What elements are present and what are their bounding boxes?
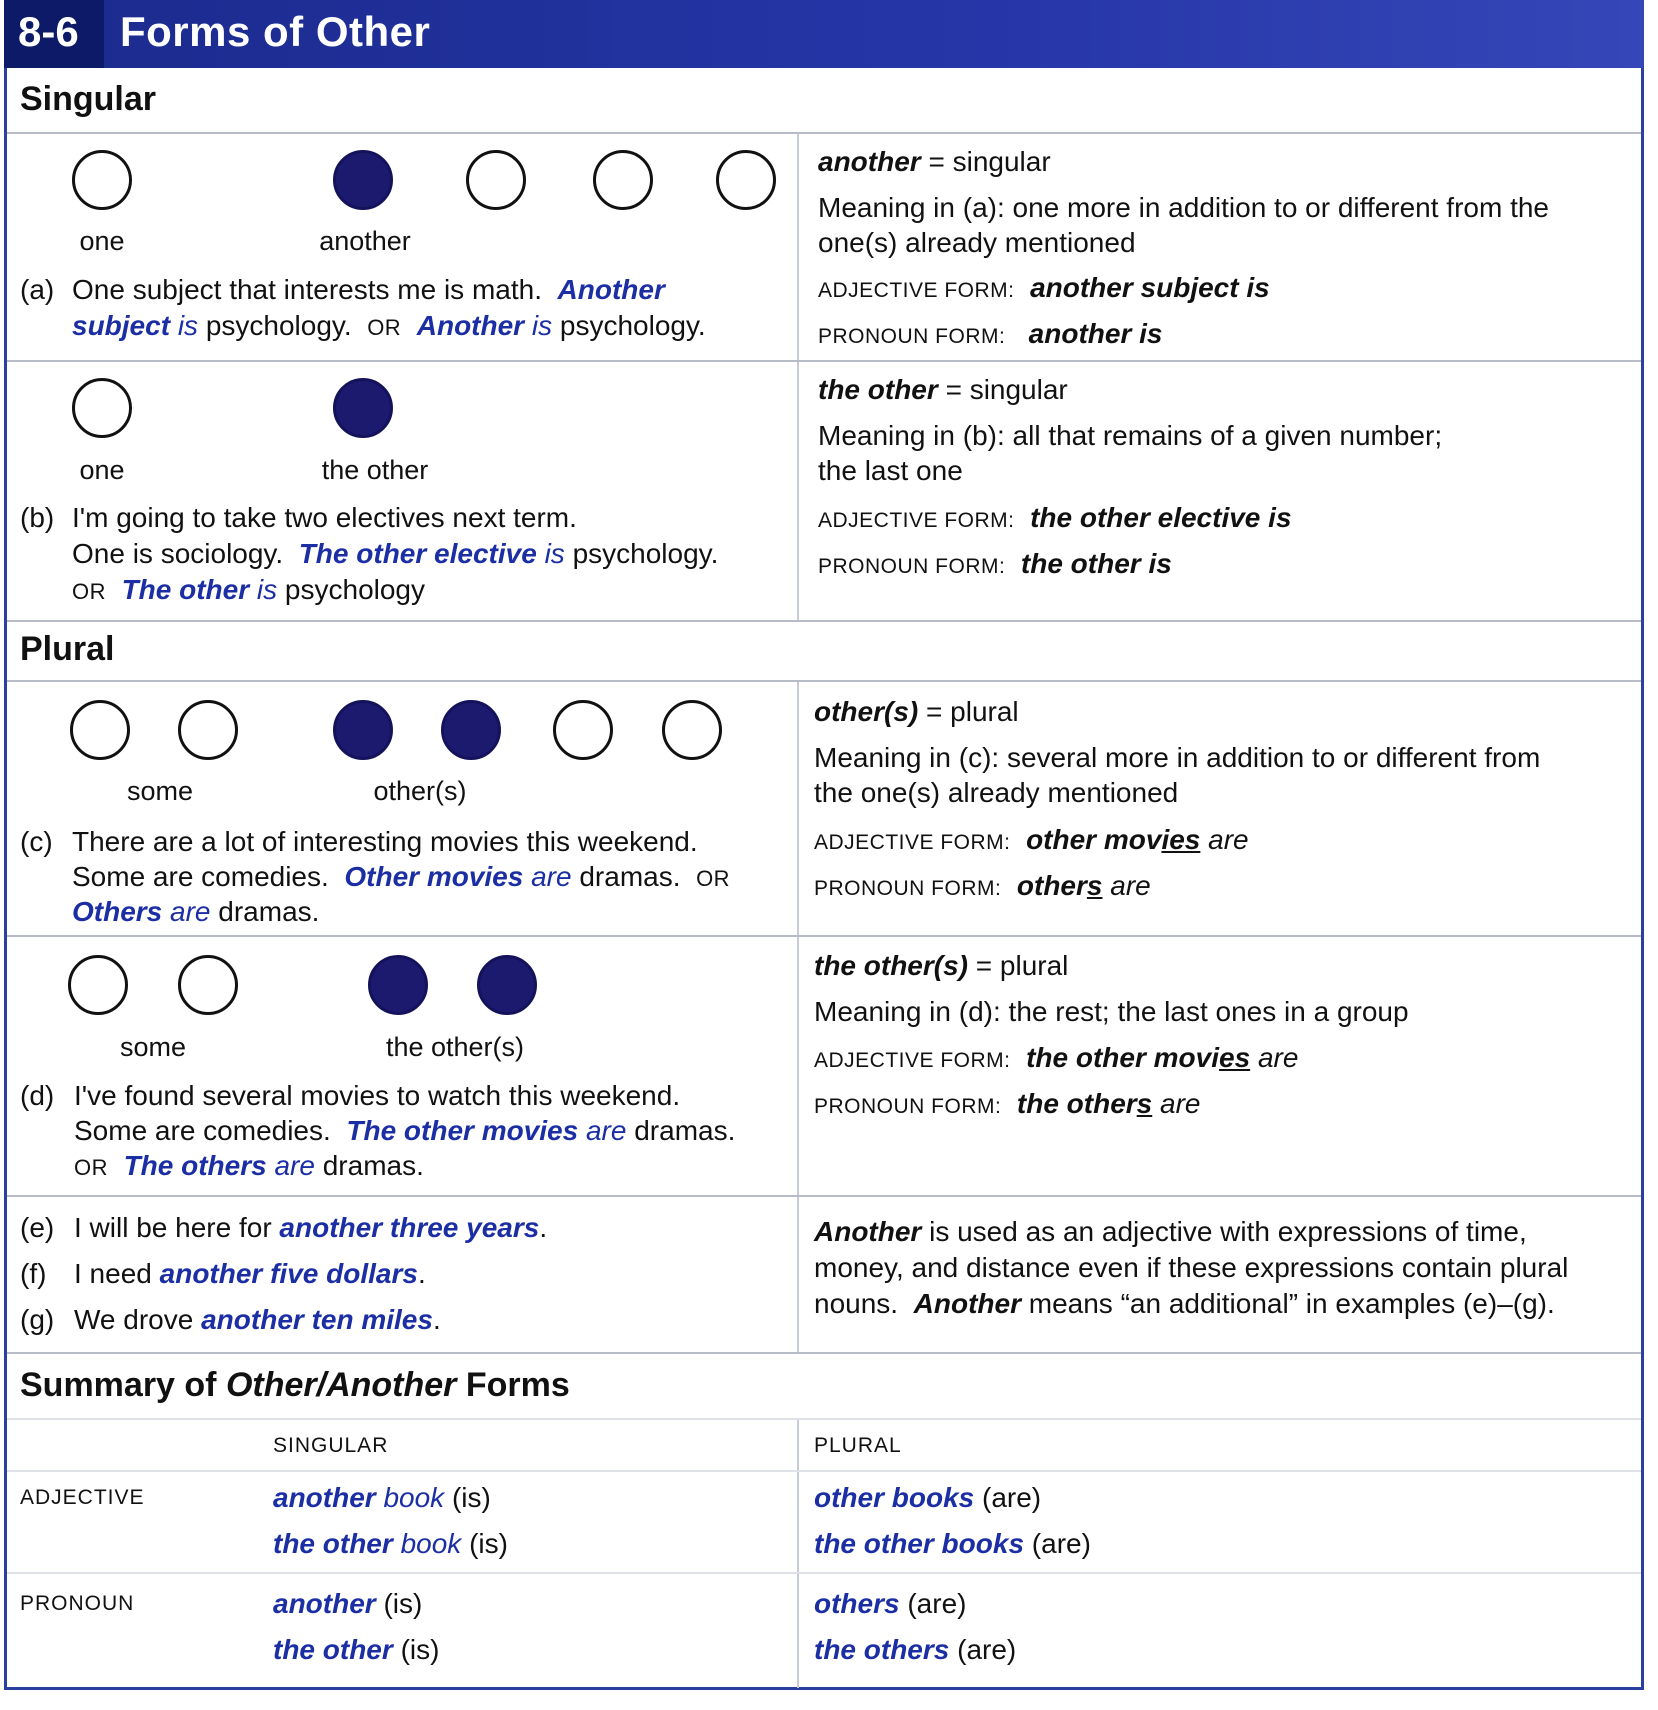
example-d-marker: (d) (20, 1080, 55, 1111)
label-some: some (119, 1032, 187, 1062)
divider (7, 935, 1641, 937)
divider (7, 132, 1641, 134)
label-the-others: the other(s) (385, 1032, 525, 1062)
circle-d-2 (178, 955, 238, 1015)
highlight: are (274, 1150, 315, 1181)
text: Some are comedies. (72, 861, 329, 892)
example-g-marker: (g) (20, 1304, 55, 1335)
circle-a-2 (333, 150, 393, 210)
section-number: 8-6 (18, 8, 79, 55)
text: Other/Another (225, 1366, 457, 1404)
highlight: the other (273, 1528, 393, 1559)
label: ADJECTIVE FORM: (818, 509, 1015, 532)
term: another (818, 146, 921, 177)
summary-row-pronoun: PRONOUN (20, 1592, 135, 1615)
highlight: other books (814, 1482, 975, 1513)
column-divider (797, 134, 799, 622)
highlight: another (273, 1482, 376, 1513)
divider (7, 1195, 1641, 1197)
text: (is) (469, 1528, 508, 1559)
rule-d-meaning: Meaning in (d): the rest; the last ones in a group (814, 996, 1409, 1027)
text: means “an additional” in examples (e)–(g). (1028, 1288, 1555, 1319)
example-e (74, 1210, 547, 1246)
circle-a-3 (466, 150, 526, 210)
value: the other is (1020, 548, 1172, 579)
divider (7, 680, 1641, 682)
highlight: are (531, 861, 572, 892)
highlight: is (544, 538, 565, 569)
highlight: another five dollars (159, 1258, 418, 1289)
summary-heading (20, 1366, 570, 1405)
example-f (74, 1256, 426, 1292)
highlight: others (814, 1588, 900, 1619)
rule-d-adjective (814, 1040, 1298, 1079)
example-c-line3 (72, 894, 319, 930)
example-g (74, 1302, 441, 1338)
text: . (432, 1304, 441, 1335)
value: are (1110, 870, 1151, 901)
summary-col-plural: PLURAL (814, 1434, 902, 1457)
or-word: OR (696, 866, 731, 891)
example-b-marker: (b) (20, 502, 55, 533)
circle-c-5 (553, 700, 613, 760)
text: dramas. (579, 861, 681, 892)
summary-col-singular: SINGULAR (273, 1434, 389, 1457)
text: dramas. (322, 1150, 424, 1181)
value: other mov (1026, 824, 1162, 855)
term: the other(s) (814, 950, 968, 981)
value-underlined: es (1219, 1042, 1251, 1073)
text: One subject that interests me is math. (72, 274, 542, 305)
value: the other (1016, 1088, 1137, 1119)
rule-d-term (814, 948, 1068, 984)
example-d-line1: I've found several movies to watch this weekend. (74, 1080, 681, 1111)
example-f-marker: (f) (20, 1258, 47, 1289)
text: is used as an adjective with expressions of time, (929, 1216, 1527, 1247)
value-underlined: s (1136, 1088, 1153, 1119)
highlight: subject (72, 310, 171, 341)
label-one: one (79, 226, 125, 256)
plural-heading: Plural (20, 630, 115, 668)
divider (7, 1470, 1641, 1472)
circle-b-1 (72, 378, 132, 438)
circle-d-3 (368, 955, 428, 1015)
label-others: other(s) (373, 776, 467, 806)
term: Another (814, 1216, 922, 1247)
text: (is) (400, 1634, 440, 1665)
summary-adj-singular-1 (273, 1480, 491, 1516)
highlight: are (170, 896, 211, 927)
example-a-line2 (72, 308, 706, 346)
rule-c-meaning-cont: the one(s) already mentioned (814, 777, 1179, 808)
text: = plural (926, 696, 1019, 727)
highlight: the others (814, 1634, 950, 1665)
rule-d-pronoun (814, 1086, 1201, 1125)
highlight: are (585, 1115, 627, 1146)
text: (is) (451, 1482, 491, 1513)
text: . (417, 1258, 426, 1289)
value: the other elective is (1030, 502, 1292, 533)
rule-b-adjective (818, 500, 1292, 539)
example-b-line2 (72, 536, 718, 572)
example-c-line2 (72, 859, 730, 897)
highlight: The others (123, 1150, 267, 1181)
value: the other movi (1026, 1042, 1219, 1073)
term: Another (913, 1288, 1021, 1319)
summary-pro-singular-1 (273, 1586, 422, 1622)
summary-adj-plural-1 (814, 1480, 1041, 1516)
label: PRONOUN FORM: (814, 877, 1002, 900)
highlight: The other elective (298, 538, 537, 569)
rule-c-pronoun (814, 868, 1151, 907)
text: (are) (982, 1482, 1042, 1513)
summary-pro-singular-2 (273, 1632, 439, 1668)
text: nouns. (814, 1288, 899, 1319)
label: ADJECTIVE FORM: (814, 1049, 1011, 1072)
value: another subject is (1030, 272, 1270, 303)
label-the-other: the other (321, 455, 429, 485)
column-divider (797, 682, 799, 1352)
text: Summary of (20, 1366, 217, 1404)
text: psychology (284, 574, 426, 605)
or-word: OR (72, 579, 106, 604)
highlight: Others (72, 896, 163, 927)
summary-pro-plural-1 (814, 1586, 966, 1622)
rule-b-meaning-cont: the last one (818, 455, 963, 486)
rule-c-term (814, 694, 1019, 730)
value: are (1257, 1042, 1299, 1073)
label: PRONOUN FORM: (814, 1095, 1002, 1118)
summary-adj-plural-2 (814, 1526, 1091, 1562)
highlight: the other books (814, 1528, 1025, 1559)
label-some: some (126, 776, 194, 806)
highlight: Another (416, 310, 525, 341)
rule-b-term (818, 372, 1068, 408)
rule-a-term (818, 144, 1051, 180)
highlight: is (531, 310, 553, 341)
circle-c-6 (662, 700, 722, 760)
highlight: another three years (279, 1212, 540, 1243)
example-a-line1 (72, 272, 665, 308)
text: (are) (957, 1634, 1017, 1665)
circle-c-4 (441, 700, 501, 760)
circle-d-1 (68, 955, 128, 1015)
text: Forms (465, 1366, 570, 1404)
rule-efg-line3 (814, 1286, 1555, 1322)
example-b-line1: I'm going to take two electives next term. (72, 502, 577, 533)
highlight: book (400, 1528, 462, 1559)
label: PRONOUN FORM: (818, 555, 1006, 578)
term: the other (818, 374, 938, 405)
text: . (539, 1212, 548, 1243)
value: are (1160, 1088, 1201, 1119)
example-d-line2 (74, 1113, 735, 1149)
example-e-marker: (e) (20, 1212, 55, 1243)
summary-pro-plural-2 (814, 1632, 1016, 1668)
rule-c-meaning: Meaning in (c): several more in addition to or different from (814, 742, 1541, 773)
text: (are) (1031, 1528, 1091, 1559)
rule-c-adjective (814, 822, 1249, 861)
rule-b-meaning: Meaning in (b): all that remains of a given number; (818, 420, 1443, 451)
rule-a-pronoun (818, 316, 1162, 355)
text: Some are comedies. (74, 1115, 331, 1146)
divider (7, 1352, 1641, 1354)
highlight: is (177, 310, 199, 341)
chart-title: Forms of Other (120, 8, 431, 55)
summary-row-adjective: ADJECTIVE (20, 1486, 145, 1509)
label: PRONOUN FORM: (818, 325, 1006, 348)
text: = plural (975, 950, 1069, 981)
rule-a-meaning: Meaning in (a): one more in addition to or different from the (818, 192, 1549, 223)
label-one: one (79, 455, 125, 485)
rule-a-adjective (818, 270, 1270, 309)
highlight: Other movies (344, 861, 524, 892)
circle-c-3 (333, 700, 393, 760)
text: psychology. (572, 538, 719, 569)
circle-a-4 (593, 150, 653, 210)
text: = singular (928, 146, 1051, 177)
example-c-marker: (c) (20, 826, 53, 857)
singular-heading: Singular (20, 80, 157, 118)
text: psychology. (559, 310, 706, 341)
value-underlined: s (1086, 870, 1103, 901)
highlight: The other (121, 574, 250, 605)
rule-b-pronoun (818, 546, 1172, 585)
highlight: The other movies (346, 1115, 579, 1146)
example-b-line3 (72, 572, 425, 610)
text: I will be here for (74, 1212, 272, 1243)
value: are (1208, 824, 1249, 855)
text: We drove (74, 1304, 194, 1335)
value: another is (1028, 318, 1163, 349)
rule-efg-line1 (814, 1214, 1527, 1250)
text: psychology. (205, 310, 352, 341)
text: = singular (945, 374, 1068, 405)
value: other (1016, 870, 1087, 901)
divider (7, 1418, 1641, 1420)
divider (7, 1572, 1641, 1574)
circle-c-2 (178, 700, 238, 760)
highlight: is (256, 574, 278, 605)
circle-a-1 (72, 150, 132, 210)
label: ADJECTIVE FORM: (818, 279, 1015, 302)
example-c-line1: There are a lot of interesting movies this weekend. (72, 826, 698, 857)
example-a-marker: (a) (20, 274, 55, 305)
summary-adj-singular-2 (273, 1526, 508, 1562)
highlight: the other (273, 1634, 393, 1665)
divider (7, 620, 1641, 622)
highlight: book (383, 1482, 445, 1513)
text: dramas. (218, 896, 320, 927)
divider (7, 360, 1641, 362)
text: One is sociology. (72, 538, 284, 569)
or-word: OR (367, 315, 402, 340)
rule-a-meaning-cont: one(s) already mentioned (818, 227, 1136, 258)
circle-b-2 (333, 378, 393, 438)
column-divider (797, 1420, 799, 1688)
text: I need (74, 1258, 152, 1289)
example-d-line3 (74, 1148, 424, 1186)
value-underlined: ies (1161, 824, 1201, 855)
highlight: another ten miles (201, 1304, 433, 1335)
term: other(s) (814, 696, 919, 727)
label-another: another (319, 226, 411, 256)
rule-efg-line2: money, and distance even if these expressions contain plural (814, 1252, 1569, 1283)
highlight: another (273, 1588, 376, 1619)
or-word: OR (74, 1155, 108, 1180)
circle-d-4 (477, 955, 537, 1015)
circle-c-1 (70, 700, 130, 760)
text: (is) (383, 1588, 423, 1619)
text: dramas. (634, 1115, 736, 1146)
circle-a-5 (716, 150, 776, 210)
text: (are) (907, 1588, 967, 1619)
highlight: Another (557, 274, 665, 305)
label: ADJECTIVE FORM: (814, 831, 1011, 854)
